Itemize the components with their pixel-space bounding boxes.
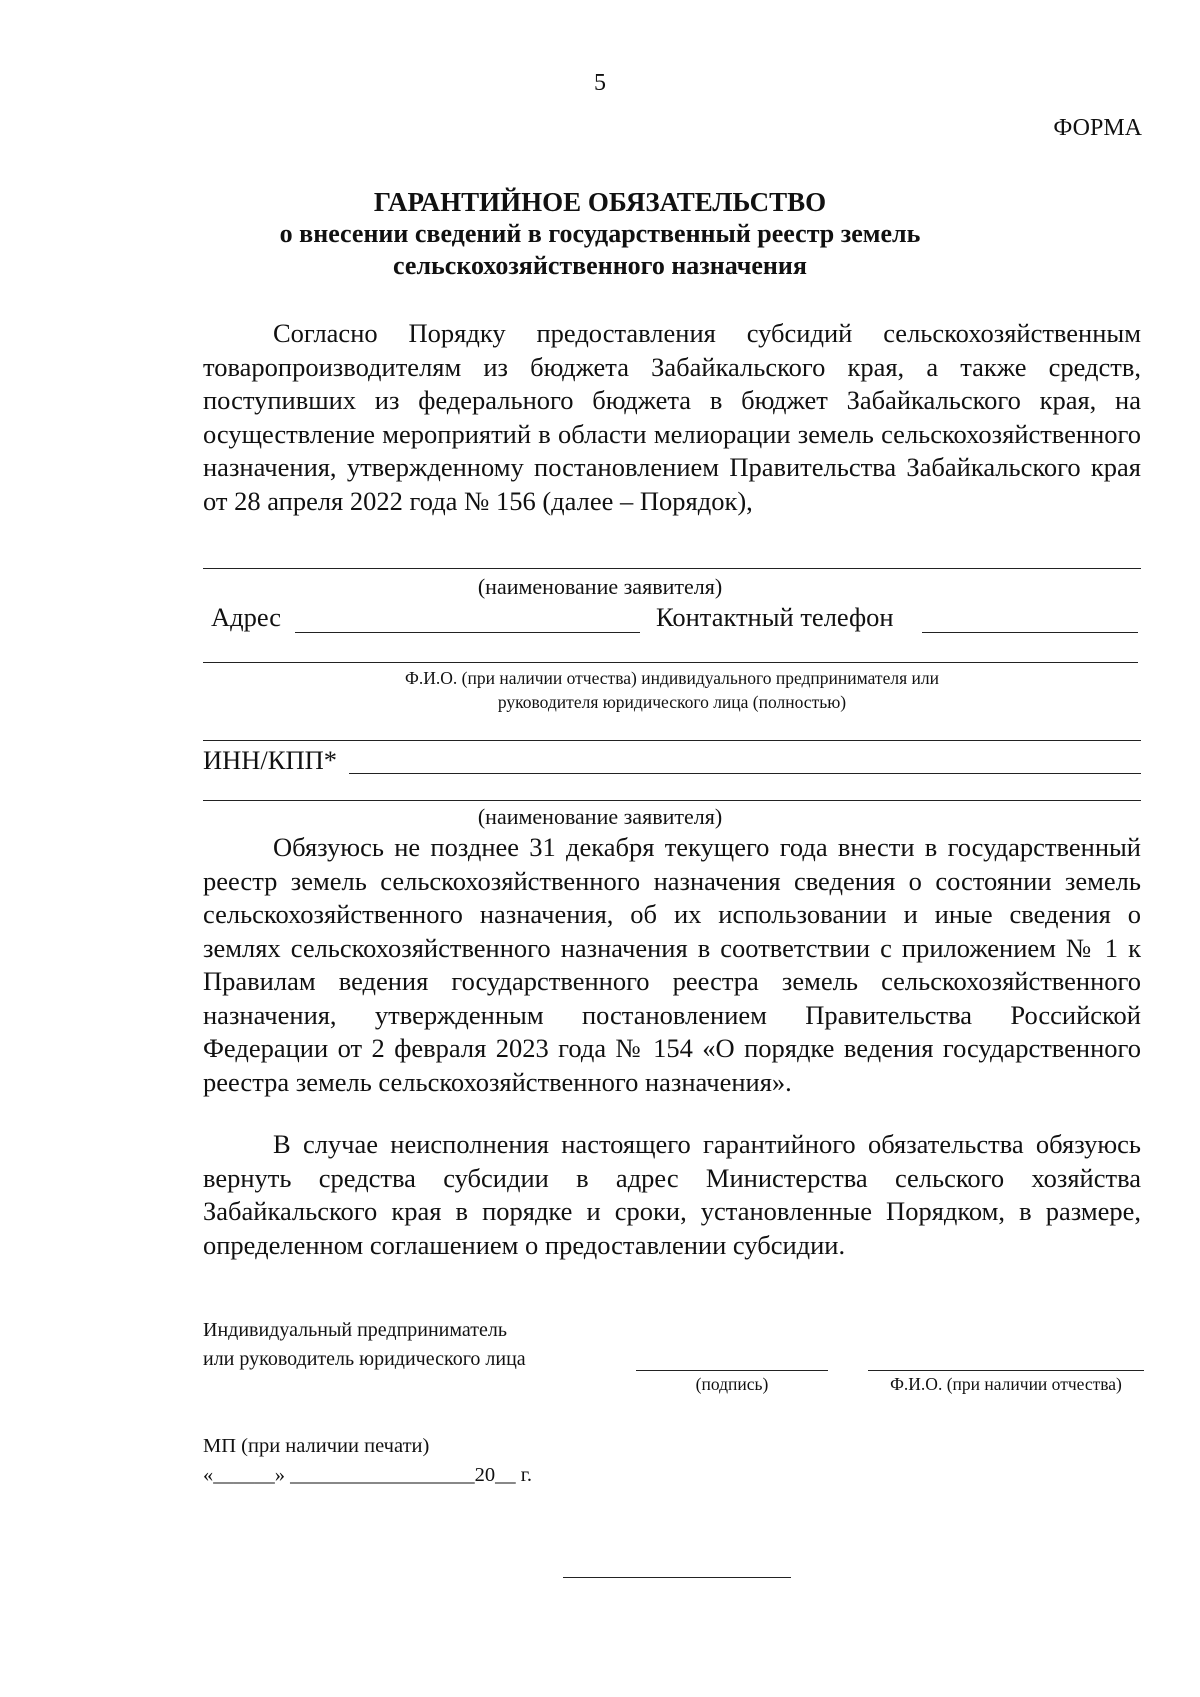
signer-line-2: или руководитель юридического лица [203, 1348, 526, 1370]
obligation-paragraph: Обязуюсь не позднее 31 декабря текущего года внести в государственный реестр земель сельскохозяйственного назначения сведения о состоянии земель сельскохозяйственного назначения, об их использовании и иные сведения о землях сельскохозяйственного назначения в соответствии с приложением № 1 к Правилам ведения государственного реестра земель сельскохозяйственного назначения, утвержденным постановлением Правительства Российской Федерации от 2 февраля 2023 года № 154 «О порядке ведения государственного реестра земель сельскохозяйственного назначения». [203, 832, 1141, 1097]
date-line: «______» __________________20__ г. [203, 1464, 532, 1486]
applicant-name-line [203, 568, 1141, 569]
fio-caption-line-1: Ф.И.О. (при наличии отчества) индивидуального предпринимателя или [405, 668, 939, 688]
signer-label [203, 1316, 526, 1374]
refund-paragraph: В случае неисполнения настоящего гарантийного обязательства обязуюсь вернуть средства субсидии в адрес Министерства сельского хозяйства Забайкальского края в порядке и сроки, установленные Порядком, в размере, определенном соглашением о предоставлении субсидии. [203, 1129, 1141, 1260]
address-label: Адрес [211, 602, 282, 632]
signer-line-1: Индивидуальный предприниматель [203, 1319, 507, 1341]
inn-field-line[interactable] [349, 773, 1141, 774]
phone-field-line[interactable] [922, 632, 1138, 633]
signature-caption: (подпись) [695, 1374, 769, 1394]
signature-line[interactable] [636, 1370, 828, 1371]
fio-line[interactable] [203, 662, 1138, 663]
blank-line[interactable] [203, 740, 1141, 741]
document-title [0, 186, 1200, 282]
applicant-name-caption-2: (наименование заявителя) [477, 804, 723, 829]
fio-caption-line-2: руководителя юридического лица (полностью) [497, 692, 847, 712]
signer-fio-caption: Ф.И.О. (при наличии отчества) [890, 1374, 1122, 1394]
end-separator-line [563, 1577, 791, 1578]
signer-fio-line[interactable] [868, 1370, 1144, 1371]
applicant-name-caption: (наименование заявителя) [477, 574, 723, 599]
intro-paragraph: Согласно Порядку предоставления субсидий сельскохозяйственным товаропроизводителям из бюджета Забайкальского края, а также средств, поступивших из федерального бюджета в бюджет Забайкальского края, на осуществление мероприятий в области мелиорации земель сельскохозяйственного назначения, утвержденному постановлением Правительства Забайкальского края от 28 апреля 2022 года № 156 (далее – Порядок), [203, 318, 1141, 516]
address-field-line[interactable] [295, 632, 640, 633]
title-line-2: о внесении сведений в государственный реестр земель [279, 219, 921, 248]
fio-caption [203, 666, 1141, 714]
applicant-name-line-2[interactable] [203, 800, 1141, 801]
stamp-label: МП (при наличии печати) [203, 1435, 430, 1457]
phone-label: Контактный телефон [656, 602, 894, 632]
page-number: 5 [594, 70, 606, 96]
form-label: ФОРМА [1053, 115, 1142, 141]
inn-label: ИНН/КПП* [203, 745, 337, 775]
title-line-3: сельскохозяйственного назначения [393, 251, 807, 280]
title-line-1: ГАРАНТИЙНОЕ ОБЯЗАТЕЛЬСТВО [373, 187, 827, 217]
